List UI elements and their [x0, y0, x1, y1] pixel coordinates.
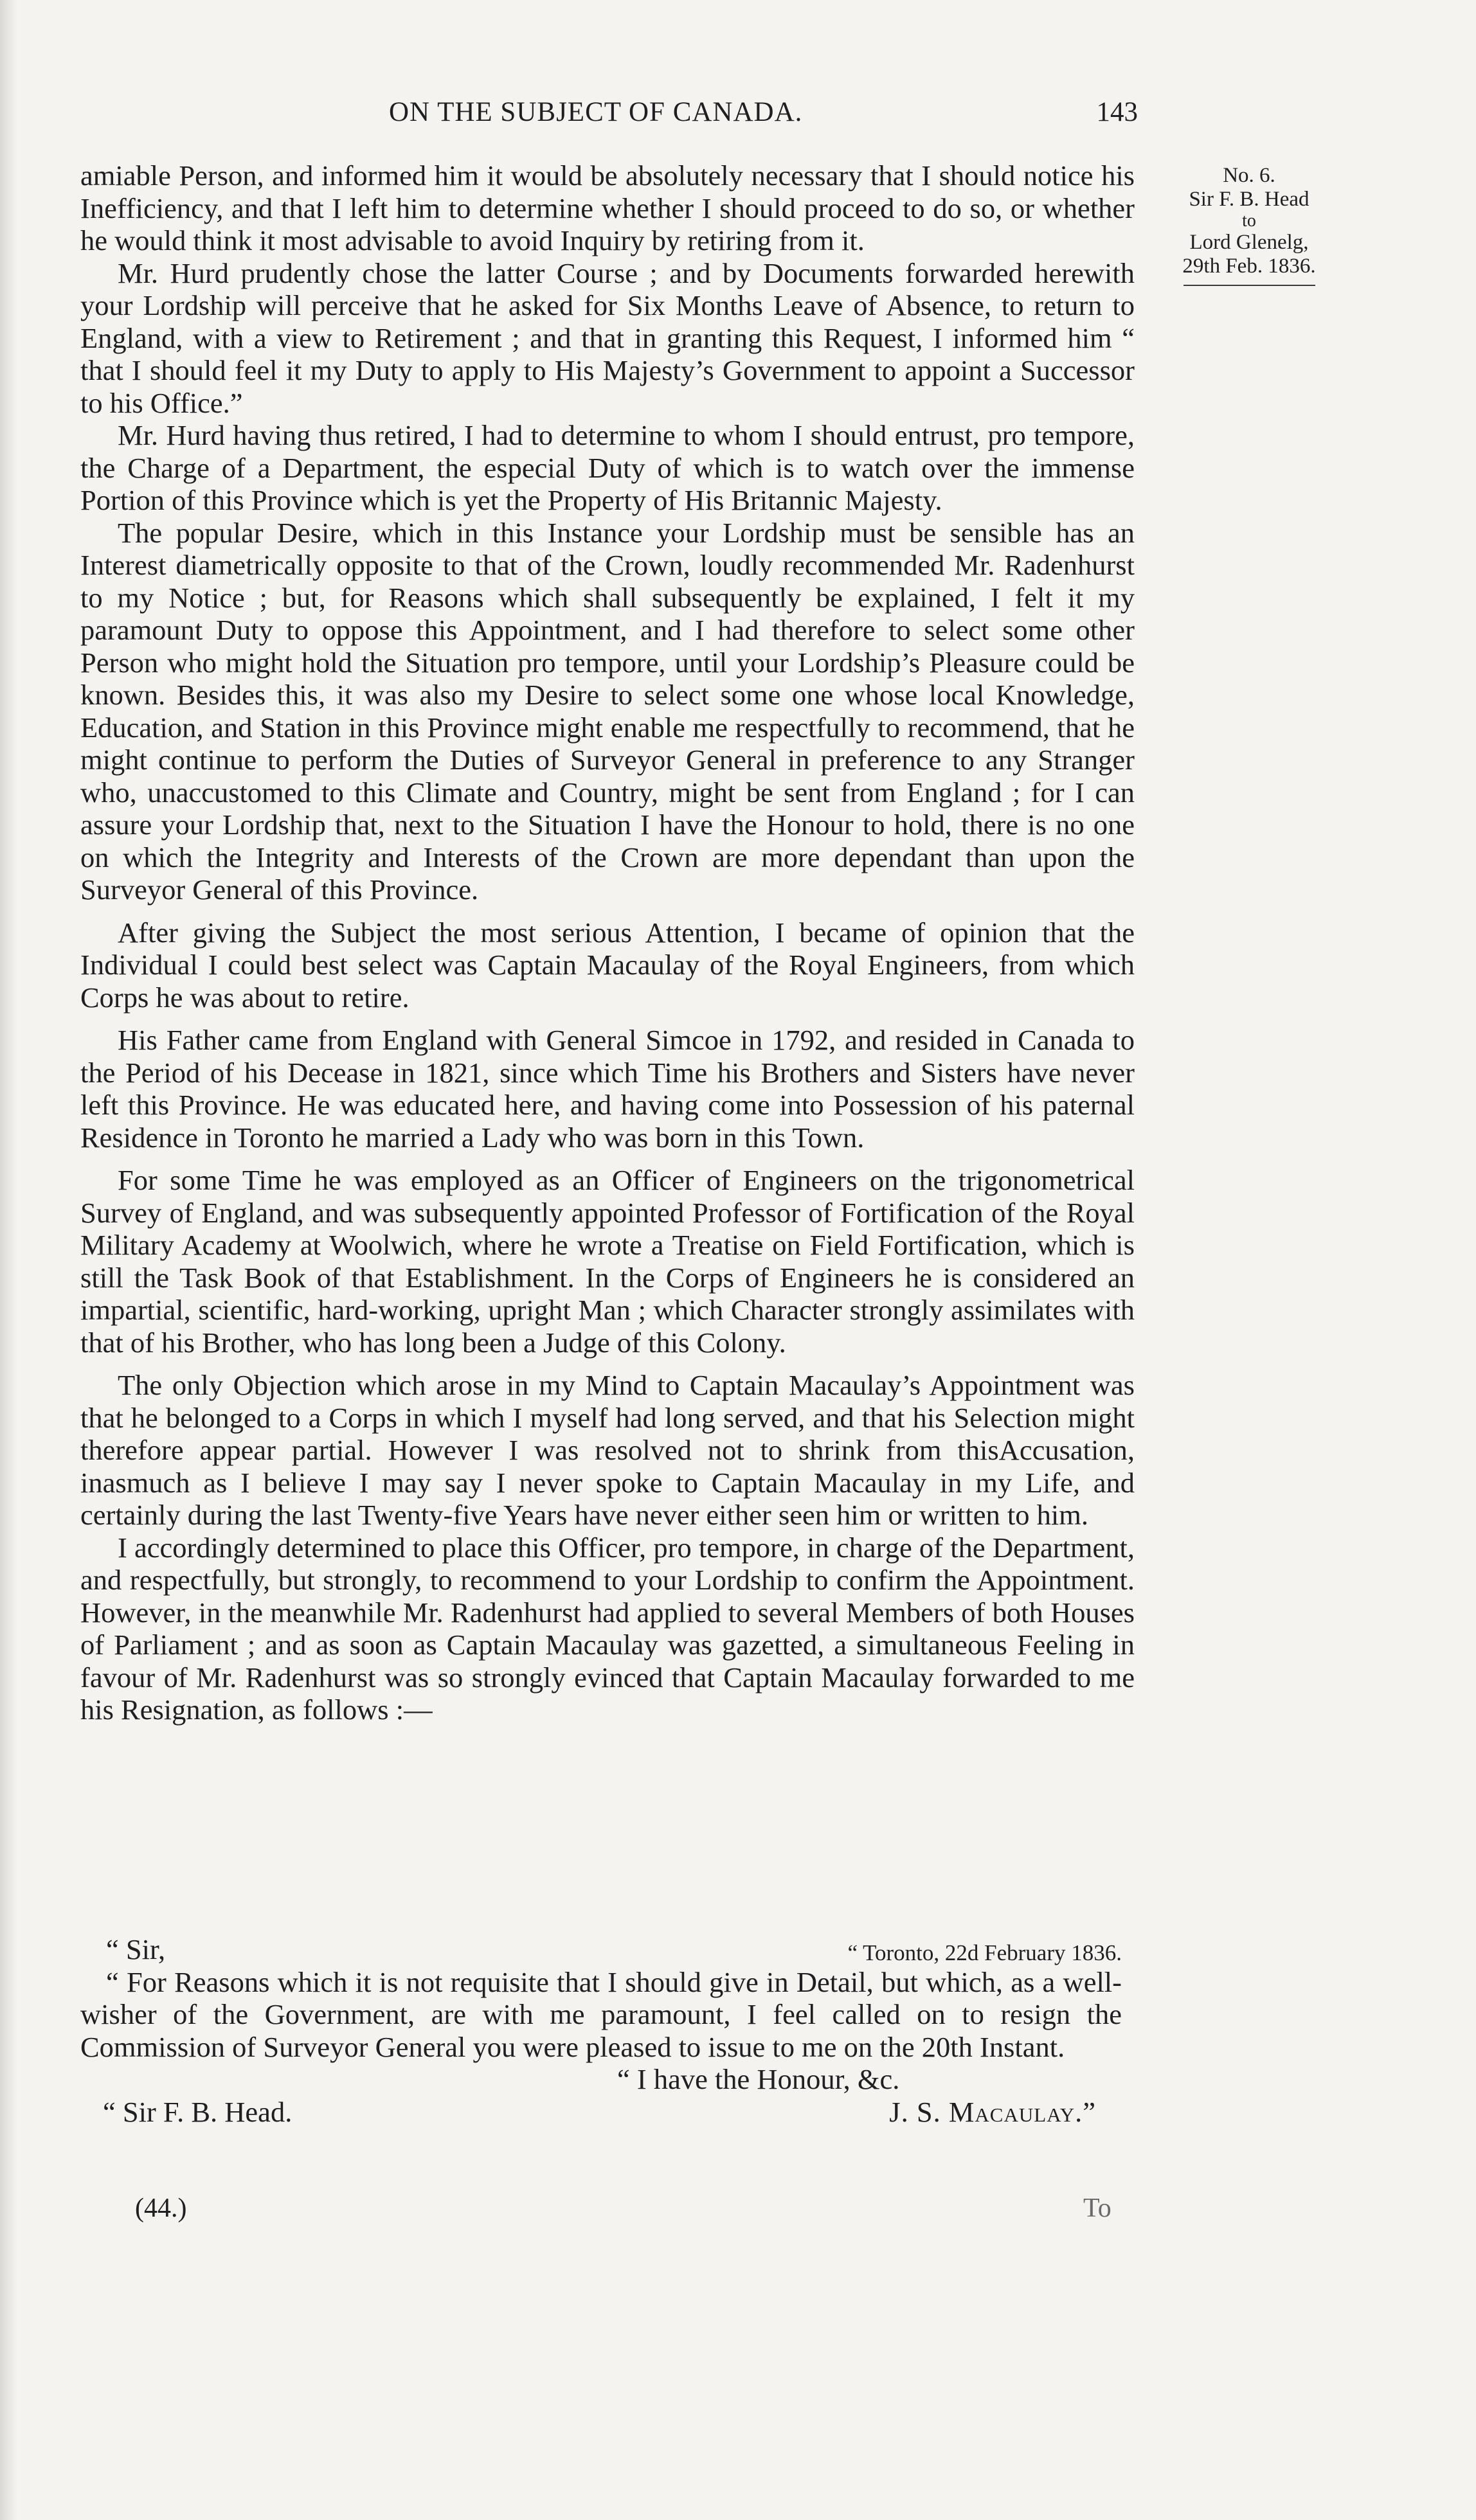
paragraph: After giving the Subject the most serious Attention, I became of opinion that the Individual I could best select was Captain Macaulay of the Royal Engineers, from which Corps he was about to retire. [80, 916, 1135, 1014]
catchword: To [1083, 2194, 1112, 2223]
letter-dateline: “ Toronto, 22d February 1836. [847, 1940, 1122, 1965]
footer-reference: (44.) [135, 2194, 187, 2223]
quoted-letter [80, 1933, 1122, 2128]
letter-signature: J. S. Macaulay.” [889, 2095, 1096, 2128]
main-text [80, 159, 1135, 1737]
running-title: ON THE SUBJECT OF CANADA. [389, 97, 803, 127]
letter-signature-row [80, 2096, 1122, 2129]
scan-shadow-edge [0, 0, 17, 2520]
sidenote-recipient: Lord Glenelg, [1189, 231, 1309, 254]
paragraph: Mr. Hurd prudently chose the latter Course ; and by Documents forwarded herewith your Lordship will perceive that he asked for Six Months Leave of Absence, to return to England, with a view to Retirement ; and that in granting this Request, I informed him “ that I should feel it my Duty to apply to His Majesty’s Government to appoint a Successor to his Office.” [80, 256, 1135, 419]
sidenote-to-word: to [1242, 211, 1256, 231]
page-number: 143 [1096, 97, 1138, 127]
sidenote-number: No. 6. [1223, 164, 1275, 187]
margin-sidenote [1162, 164, 1336, 286]
paragraph: I accordingly determined to place this Officer, pro tempore, in charge of the Department, and respectfully, but strongly, to recommend to your Lordship to confirm the Appointment. However, in the meanwhile Mr. Radenhurst had applied to several Members of both Houses of Parliament ; and as soon as Captain Macaulay was gazetted, a simultaneous Feeling in favour of Mr. Radenhurst was so strongly evinced that Captain Macaulay forwarded to me his Resignation, as follows :— [80, 1531, 1135, 1726]
paragraph: The popular Desire, which in this Instance your Lordship must be sensible has an Interest diametrically opposite to that of the Crown, loudly recommended Mr. Radenhurst to my Notice ; but, for Reasons which shall subsequently be explained, I felt it my paramount Duty to oppose this Appointment, and I had therefore to select some other Person who might hold the Situation pro tempore, until your Lordship’s Pleasure could be known. Besides this, it was also my Desire to select some one whose local Knowledge, Education, and Station in this Province might enable me respectfully to recommend, that he might continue to perform the Duties of Surveyor General in preference to any Stranger who, unaccustomed to this Climate and Country, might be sent from England ; for I can assure your Lordship that, next to the Situation I have the Honour to hold, there is no one on which the Integrity and Interests of the Crown are more dependant than upon the Surveyor General of this Province. [80, 516, 1135, 906]
letter-closing-row [80, 2063, 1122, 2096]
letter-body: “ For Reasons which it is not requisite that I should give in Detail, but which, as a well-wisher of the Government, are with me paramount, I feel called on to resign the Commission of Surveyor General you were pleased to issue to me on the 20th Instant. [80, 1965, 1122, 2063]
paragraph: The only Objection which arose in my Mind to Captain Macaulay’s Appointment was that he belonged to a Corps in which I myself had long served, and that his Selection might therefore appear partial. However I was resolved not to shrink from thisAccusation, inasmuch as I believe I may say I never spoke to Captain Macaulay in my Life, and certainly during the last Twenty-five Years have never either seen him or written to him. [80, 1369, 1135, 1531]
paragraph: For some Time he was employed as an Officer of Engineers on the trigonometrical Survey of England, and was subsequently appointed Professor of Fortification of the Royal Military Academy at Woolwich, where he wrote a Treatise on Field Fortification, which is still the Task Book of that Establishment. In the Corps of Engineers he is considered an impartial, scientific, hard-working, upright Man ; which Character strongly assimilates with that of his Brother, who has long been a Judge of this Colony. [80, 1164, 1135, 1359]
letter-salutation: “ Sir, [106, 1933, 166, 1965]
paragraph: His Father came from England with General Simcoe in 1792, and resided in Canada to the Period of his Decease in 1821, since which Time his Brothers and Sisters have never left this Province. He was educated here, and having come into Possession of his paternal Residence in Toronto he married a Lady who was born in this Town. [80, 1024, 1135, 1154]
sidenote-date: 29th Feb. 1836. [1182, 255, 1316, 278]
paragraph: Mr. Hurd having thus retired, I had to determine to whom I should entrust, pro tempore, the Charge of a Department, the especial Duty of which is to watch over the immense Portion of this Province which is yet the Property of His Britannic Majesty. [80, 419, 1135, 516]
letter-closing: “ I have the Honour, &c. [617, 2063, 900, 2095]
letter-recipient: “ Sir F. B. Head. [103, 2095, 292, 2128]
sidenote-sender: Sir F. B. Head [1189, 188, 1310, 211]
paragraph: amiable Person, and informed him it would be absolutely necessary that I should notice his Inefficiency, and that I left him to determine whether I should proceed to do so, or whether he would think it most advisable to avoid Inquiry by retiring from it. [80, 159, 1135, 256]
page-header [80, 96, 1138, 135]
sidenote-rule [1184, 285, 1315, 286]
letter-heading-row [80, 1933, 1122, 1966]
